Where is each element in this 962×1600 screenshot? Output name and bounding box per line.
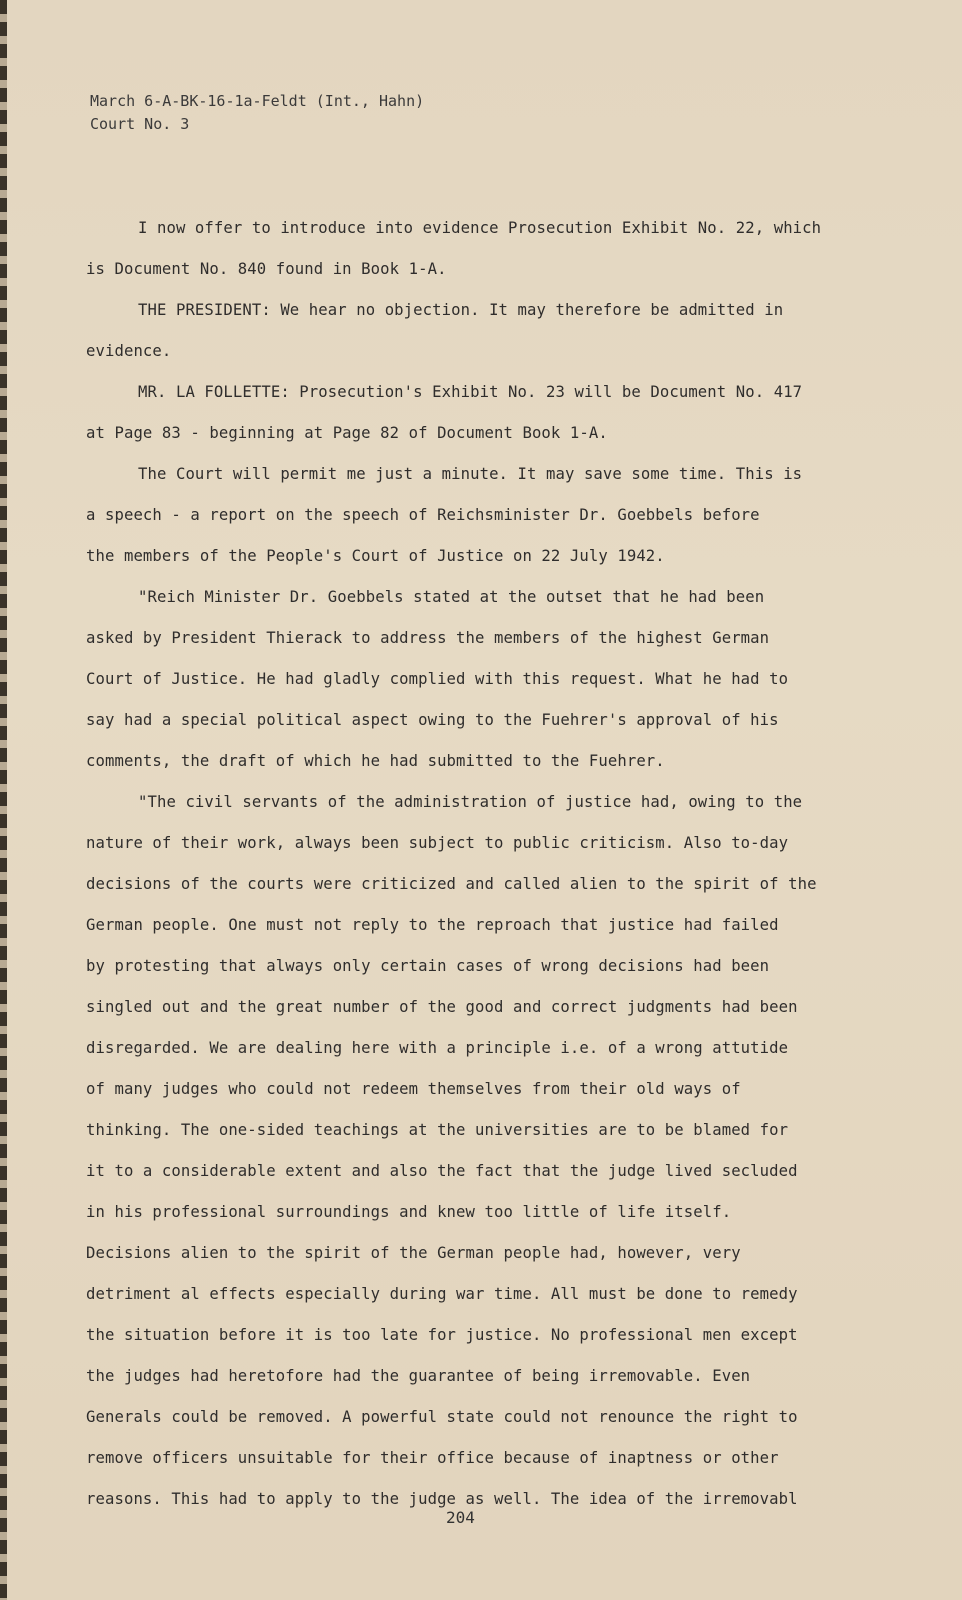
transcript-line: the situation before it is too late for justice. No professional men except [86, 1326, 798, 1344]
transcript-line: asked by President Thierack to address the members of the highest German [86, 629, 770, 647]
transcript-line: MR. LA FOLLETTE: Prosecution's Exhibit No. 23 will be Document No. 417 [138, 383, 803, 401]
page-number: 204 [446, 1508, 475, 1527]
transcript-line: say had a special political aspect owing to the Fuehrer's approval of his [86, 711, 779, 729]
transcript-line: German people. One must not reply to the reproach that justice had failed [86, 916, 779, 934]
transcript-line: comments, the draft of which he had submitted to the Fuehrer. [86, 752, 665, 770]
page-header [90, 90, 424, 136]
transcript-line: nature of their work, always been subject to public criticism. Also to-day [86, 834, 789, 852]
transcript-line: Court of Justice. He had gladly complied with this request. What he had to [86, 670, 789, 688]
transcript-line: reasons. This had to apply to the judge as well. The idea of the irremovabl [86, 1490, 798, 1508]
transcript-line: of many judges who could not redeem themselves from their old ways of [86, 1080, 741, 1098]
header-reference: March 6-A-BK-16-1a-Feldt (Int., Hahn) [90, 92, 425, 110]
transcript-line: is Document No. 840 found in Book 1-A. [86, 260, 447, 278]
transcript-line: THE PRESIDENT: We hear no objection. It may therefore be admitted in [138, 301, 784, 319]
transcript-body [86, 208, 886, 1520]
transcript-line: detriment al effects especially during war time. All must be done to remedy [86, 1285, 798, 1303]
transcript-line: evidence. [86, 342, 172, 360]
transcript-line: singled out and the great number of the good and correct judgments had been [86, 998, 798, 1016]
transcript-line: the judges had heretofore had the guarantee of being irremovable. Even [86, 1367, 751, 1385]
transcript-line: The Court will permit me just a minute. It may save some time. This is [138, 465, 803, 483]
transcript-line: Generals could be removed. A powerful state could not renounce the right to [86, 1408, 798, 1426]
transcript-line: the members of the People's Court of Justice on 22 July 1942. [86, 547, 665, 565]
transcript-line: in his professional surroundings and knew too little of life itself. [86, 1203, 732, 1221]
transcript-line: a speech - a report on the speech of Reichsminister Dr. Goebbels before [86, 506, 760, 524]
transcript-line: thinking. The one-sided teachings at the universities are to be blamed for [86, 1121, 789, 1139]
transcript-line: disregarded. We are dealing here with a principle i.e. of a wrong attutide [86, 1039, 789, 1057]
transcript-line: "The civil servants of the administration of justice had, owing to the [138, 793, 803, 811]
transcript-line: Decisions alien to the spirit of the German people had, however, very [86, 1244, 741, 1262]
header-court: Court No. 3 [90, 115, 190, 133]
transcript-line: it to a considerable extent and also the fact that the judge lived secluded [86, 1162, 798, 1180]
transcript-line: remove officers unsuitable for their office because of inaptness or other [86, 1449, 779, 1467]
transcript-line: "Reich Minister Dr. Goebbels stated at the outset that he had been [138, 588, 765, 606]
transcript-line: decisions of the courts were criticized and called alien to the spirit of the [86, 875, 817, 893]
transcript-line: by protesting that always only certain cases of wrong decisions had been [86, 957, 770, 975]
transcript-line: I now offer to introduce into evidence Prosecution Exhibit No. 22, which [138, 219, 822, 237]
binding-edge [0, 0, 7, 1600]
transcript-line: at Page 83 - beginning at Page 82 of Document Book 1-A. [86, 424, 608, 442]
